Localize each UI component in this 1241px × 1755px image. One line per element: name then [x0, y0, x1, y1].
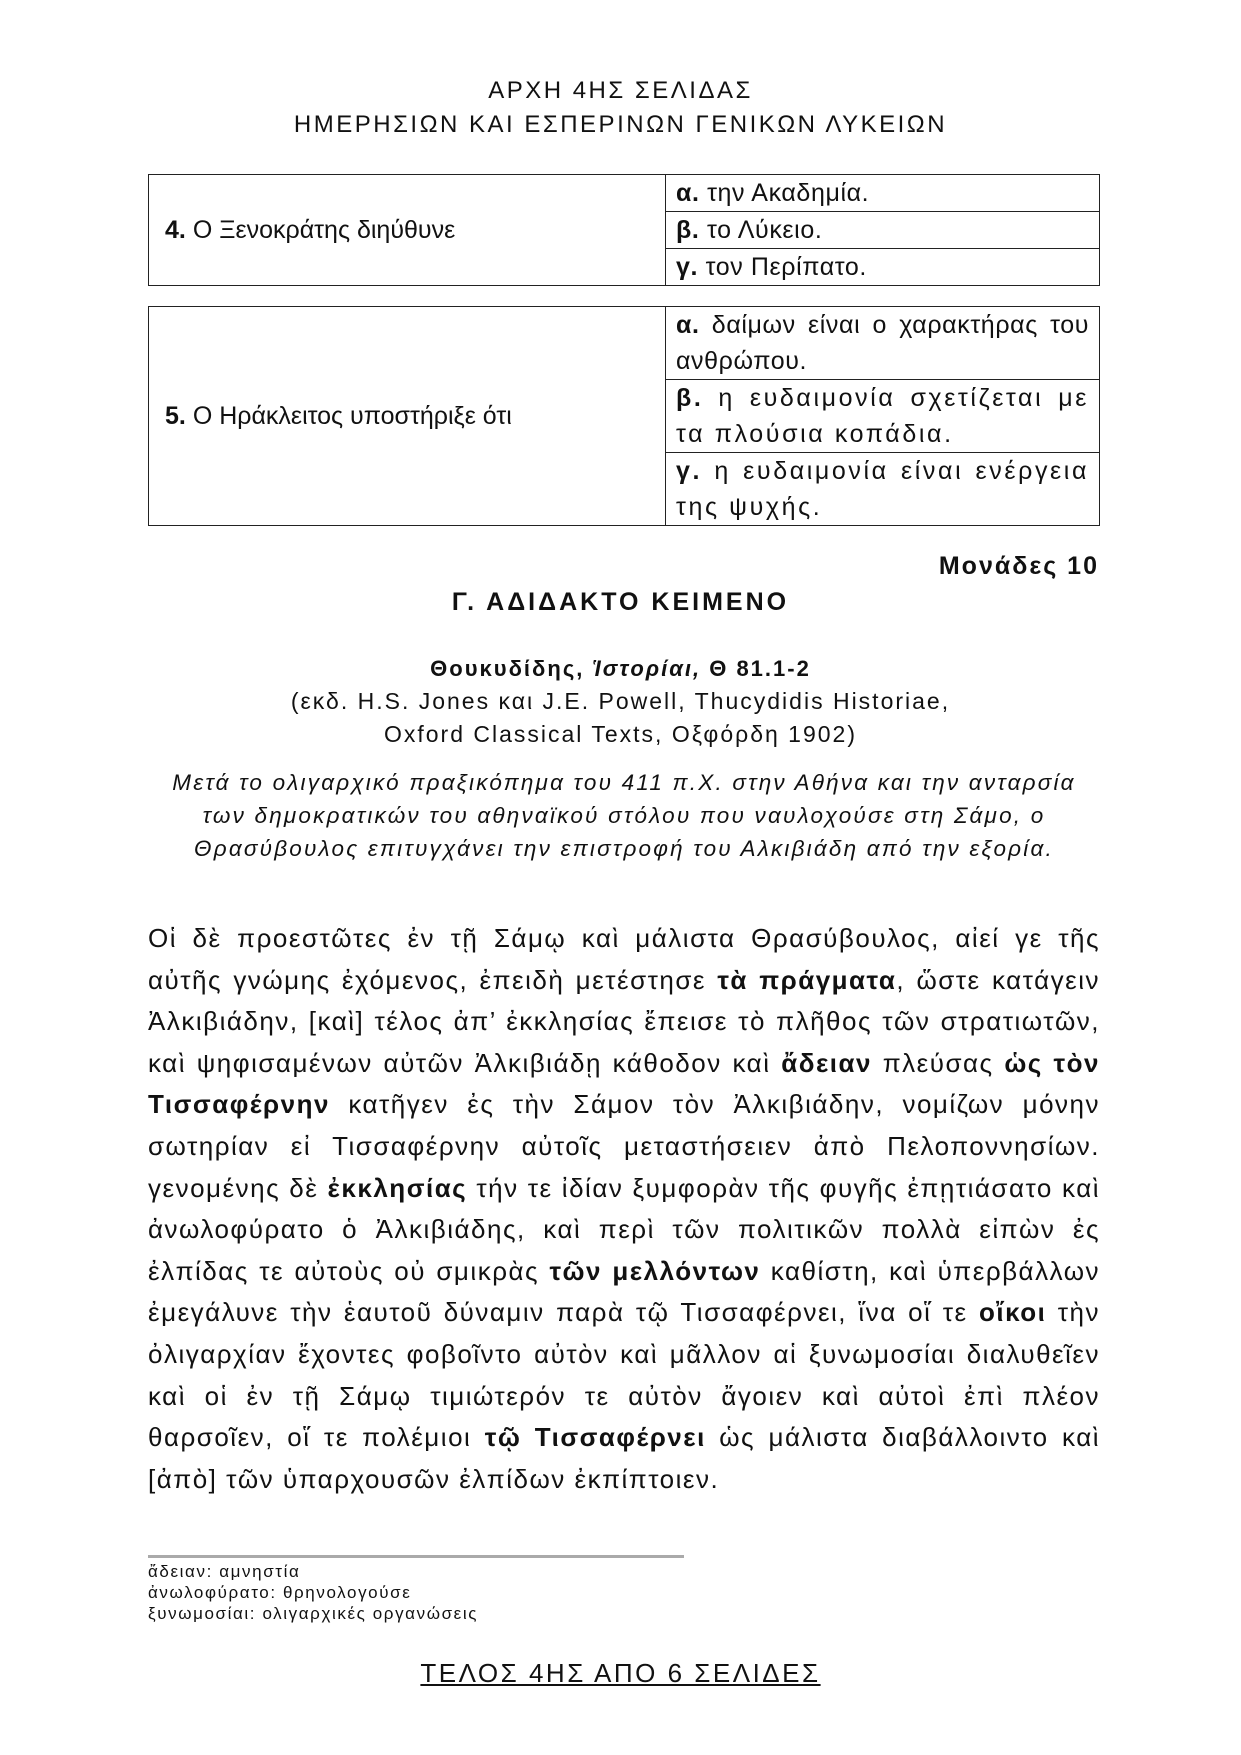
footer-text: ΤΕΛΟΣ 4ΗΣ ΑΠΟ 6 ΣΕΛΙΔΕΣ	[420, 1658, 821, 1688]
highlight-os-ton-tissaphernen: ὡς τὸν Τισσαφέρνην	[148, 1047, 1100, 1120]
footnotes	[148, 1561, 478, 1624]
intro-paragraph: Μετά το ολιγαρχικό πραξικόπημα του 411 π.Χ. στην Αθήνα και την ανταρσία των δημοκρατικών του αθηναϊκού στόλου που ναυλοχούσε στη Σάμο, ο Θρασύβουλος επιτυγχάνει την επιστροφή του Αλκιβιάδη από την εξορία.	[172, 770, 1076, 861]
highlight-adeian: ἄδειαν	[781, 1047, 872, 1078]
question-4-stem: 4. Ο Ξενοκράτης διηύθυνε	[149, 175, 666, 286]
page-header	[0, 74, 1241, 142]
marks-label: Μονάδες 10	[938, 552, 1099, 580]
footnote-divider	[148, 1555, 684, 1558]
highlight-ta-pragmata: τὰ πράγματα	[717, 964, 897, 995]
footnote-item: ἀνωλοφύρατο: θρηνολογούσε	[148, 1583, 412, 1602]
source-edition-line-1: (εκδ. H.S. Jones και J.E. Powell, Thucydidis Historiae,	[290, 688, 951, 714]
question-5-option-c: γ. η ευδαιμονία είναι ενέργεια της ψυχής.	[666, 453, 1100, 526]
question-4-option-b: β. το Λύκειο.	[666, 212, 1100, 249]
question-5-option-b: β. η ευδαιμονία σχετίζεται με τα πλούσια κοπάδια.	[666, 380, 1100, 453]
question-5-table	[148, 306, 1100, 526]
source-reference: Θ 81.1-2	[709, 656, 811, 681]
question-4-option-a: α. την Ακαδημία.	[666, 175, 1100, 212]
highlight-to-tissapherne: τῷ Τισσαφέρνει	[484, 1422, 706, 1453]
ancient-greek-passage: Οἱ δὲ προεστῶτες ἐν τῇ Σάμῳ καὶ μάλιστα Θρασύβουλος, αἰεί γε τῆς αὐτῆς γνώμης ἐχόμενος, ἐπειδὴ μετέστησε τὰ πράγματα, ὥστε κατάγειν Ἀλκιβιάδην, [καὶ] τέλος ἀπ’ ἐκκλησίας ἔπεισε τὸ πλῆθος τῶν στρατιωτῶν, καὶ ψηφισαμένων αὐτῶν Ἀλκιβιάδῃ κάθοδον καὶ ἄδειαν πλεύσας ὡς τὸν Τισσαφέρνην κατῆγεν ἐς τὴν Σάμον τὸν Ἀλκιβιάδην, νομίζων μόνην σωτηρίαν εἰ Τισσαφέρνην αὐτοῖς μεταστήσειεν ἀπὸ Πελοποννησίων. γενομένης δὲ ἐκκλησίας τήν τε ἰδίαν ξυμφορὰν τῆς φυγῆς ἐπῃτιάσατο καὶ ἀνωλοφύρατο ὁ Ἀλκιβιάδης, καὶ περὶ τῶν πολιτικῶν πολλὰ εἰπὼν ἐς ἐλπίδας τε αὐτοὺς οὐ σμικρὰς τῶν μελλόντων καθίστη, καὶ ὑπερβάλλων ἐμεγάλυνε τὴν ἑαυτοῦ δύναμιν παρὰ τῷ Τισσαφέρνει, ἵνα οἵ τε οἴκοι τὴν ὀλιγαρχίαν ἔχοντες φοβοῖντο αὐτὸν καὶ μᾶλλον αἱ ξυνωμοσίαι διαλυθεῖεν καὶ οἱ ἐν τῇ Σάμῳ τιμιώτερόν τε αὐτὸν ἄγοιεν καὶ αὐτοὶ ἐπὶ πλέον θαρσοῖεν, οἵ τε πολέμιοι τῷ Τισσαφέρνει ὡς μάλιστα διαβάλλοιντο καὶ [ἀπὸ] τῶν ὑπαρχουσῶν ἐλπίδων ἐκπίπτοιεν.	[148, 923, 1101, 1494]
source-author: Θουκυδίδης,	[430, 656, 585, 681]
page-footer	[0, 1658, 1241, 1689]
source-citation	[0, 652, 1241, 751]
source-edition-line-2: Oxford Classical Texts, Οξφόρδη 1902)	[383, 721, 858, 747]
highlight-oikoi: οἴκοι	[979, 1297, 1047, 1328]
header-line-1: ΑΡΧΗ 4ΗΣ ΣΕΛΙΔΑΣ	[488, 77, 753, 104]
highlight-ekklesias: ἐκκλησίας	[327, 1172, 468, 1203]
question-5-stem: 5. Ο Ηράκλειτος υποστήριξε ότι	[149, 307, 666, 526]
footnote-item: ἄδειαν: αμνηστία	[148, 1562, 301, 1581]
highlight-ton-mellonton: τῶν μελλόντων	[549, 1255, 761, 1286]
footnote-item: ξυνωμοσίαι: ολιγαρχικές οργανώσεις	[148, 1604, 479, 1623]
question-4-option-c: γ. τον Περίπατο.	[666, 249, 1100, 286]
question-4-table	[148, 174, 1100, 286]
header-line-2: ΗΜΕΡΗΣΙΩΝ ΚΑΙ ΕΣΠΕΡΙΝΩΝ ΓΕΝΙΚΩΝ ΛΥΚΕΙΩΝ	[293, 111, 948, 138]
question-5-option-a: α. δαίμων είναι ο χαρακτήρας του ανθρώπου.	[666, 307, 1100, 380]
section-title: Γ. ΑΔΙΔΑΚΤΟ ΚΕΙΜΕΝΟ	[451, 588, 790, 616]
source-work: Ἱστορίαι,	[592, 656, 702, 681]
